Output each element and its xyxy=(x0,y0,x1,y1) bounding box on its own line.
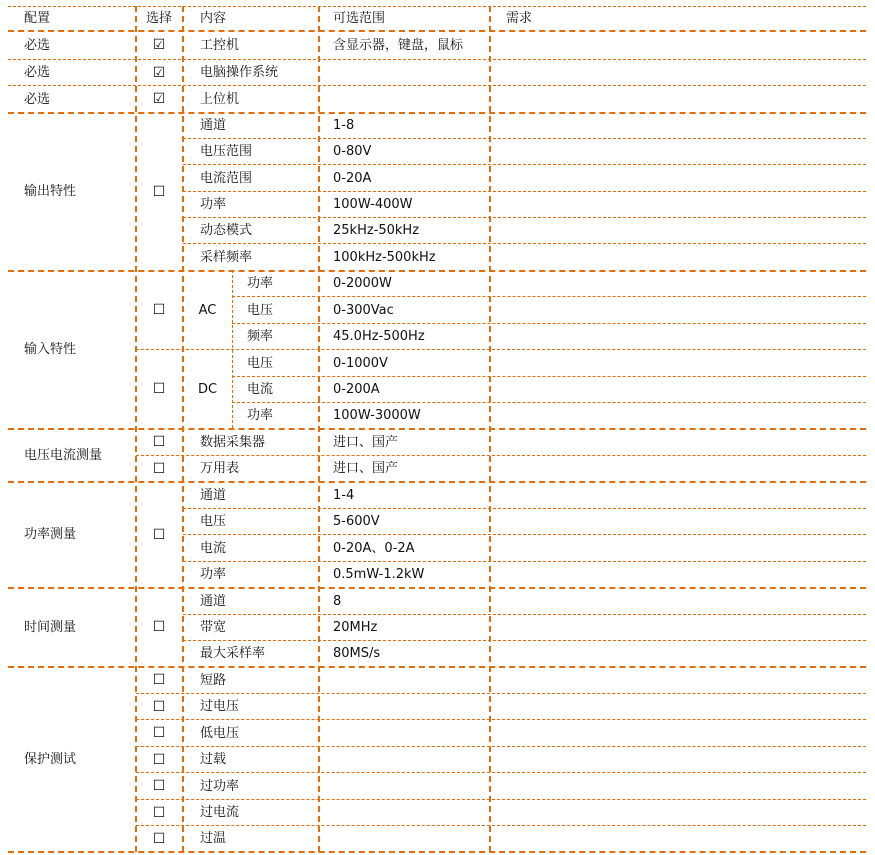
item-label: 过载 xyxy=(200,752,227,767)
unchecked-checkbox[interactable]: ☐ xyxy=(152,302,166,318)
item-label: 万用表 xyxy=(200,461,240,476)
dc-label: DC xyxy=(197,381,218,397)
item-label: 电流 xyxy=(247,382,274,397)
item-label: 电脑操作系统 xyxy=(200,65,279,80)
range-value: 0-20A xyxy=(333,170,372,186)
item-label: 电压 xyxy=(247,355,274,371)
item-label: 通道 xyxy=(200,593,227,609)
range-value: 25kHz-50kHz xyxy=(333,223,420,238)
range-value: 0.5mW-1.2kW xyxy=(333,567,425,582)
unchecked-checkbox[interactable]: ☐ xyxy=(152,751,166,768)
range-value: 0-2000W xyxy=(333,276,392,291)
time-measure-label: 时间测量 xyxy=(24,619,77,635)
ac-label: AC xyxy=(198,302,217,318)
item-label: 上位机 xyxy=(200,91,240,107)
range-value: 0-200A xyxy=(333,382,380,397)
item-label: 频率 xyxy=(247,329,274,344)
range-value: 含显示器，键盘，鼠标 xyxy=(333,37,464,53)
item-label: 功率 xyxy=(247,408,274,423)
range-value: 进口、国产 xyxy=(333,461,399,476)
range-value: 80MS/s xyxy=(333,646,381,661)
item-label: 功率 xyxy=(247,276,274,291)
power-measure-label: 功率测量 xyxy=(24,527,77,542)
vi-measure-label: 电压电流测量 xyxy=(24,447,103,463)
item-label: 电压 xyxy=(200,514,227,529)
range-value: 进口、国产 xyxy=(333,434,399,450)
item-label: 通道 xyxy=(200,487,227,503)
unchecked-checkbox[interactable]: ☐ xyxy=(152,830,166,847)
header-range: 可选范围 xyxy=(333,11,386,26)
range-value: 8 xyxy=(333,593,342,609)
range-value: 0-1000V xyxy=(333,355,388,371)
item-label: 数据采集器 xyxy=(200,434,266,450)
item-label: 功率 xyxy=(200,197,227,212)
range-value: 100kHz-500kHz xyxy=(333,249,436,265)
header-demand: 需求 xyxy=(506,11,533,26)
unchecked-checkbox[interactable]: ☐ xyxy=(152,778,166,794)
item-label: 电流范围 xyxy=(200,170,253,186)
unchecked-checkbox[interactable]: ☐ xyxy=(152,804,166,821)
item-label: 电压 xyxy=(247,302,274,318)
range-value: 5-600V xyxy=(333,514,380,529)
item-label: 最大采样率 xyxy=(200,646,266,661)
item-label: 电流 xyxy=(200,540,227,556)
item-label: 过电压 xyxy=(200,699,240,714)
item-label: 过温 xyxy=(200,831,227,846)
unchecked-checkbox[interactable]: ☐ xyxy=(152,183,166,200)
item-label: 动态模式 xyxy=(200,223,253,238)
item-label: 低电压 xyxy=(200,725,240,741)
unchecked-checkbox[interactable]: ☐ xyxy=(152,434,166,450)
checked-checkbox[interactable]: ☑ xyxy=(152,91,166,107)
unchecked-checkbox[interactable]: ☐ xyxy=(152,460,166,477)
header-content: 内容 xyxy=(200,11,227,26)
unchecked-checkbox[interactable]: ☐ xyxy=(152,672,166,688)
item-label: 过功率 xyxy=(200,778,240,794)
checked-checkbox[interactable]: ☑ xyxy=(152,37,166,53)
unchecked-checkbox[interactable]: ☐ xyxy=(152,619,166,635)
output-label: 输出特性 xyxy=(24,184,77,199)
range-value: 45.0Hz-500Hz xyxy=(333,329,425,344)
unchecked-checkbox[interactable]: ☐ xyxy=(152,381,166,397)
protection-label: 保护测试 xyxy=(24,751,77,767)
checked-checkbox[interactable]: ☑ xyxy=(152,64,166,81)
header-select: 选择 xyxy=(146,11,173,26)
input-label: 输入特性 xyxy=(24,342,77,357)
required-label: 必选 xyxy=(24,91,51,107)
item-label: 过电流 xyxy=(200,805,240,820)
required-label: 必选 xyxy=(24,37,51,53)
item-label: 短路 xyxy=(200,672,227,688)
item-label: 带宽 xyxy=(200,620,227,635)
required-label: 必选 xyxy=(24,65,51,80)
range-value: 1-4 xyxy=(333,487,355,503)
range-value: 20MHz xyxy=(333,620,378,635)
unchecked-checkbox[interactable]: ☐ xyxy=(152,526,166,543)
range-value: 0-80V xyxy=(333,144,372,159)
unchecked-checkbox[interactable]: ☐ xyxy=(152,698,166,715)
range-value: 0-300Vac xyxy=(333,302,394,318)
unchecked-checkbox[interactable]: ☐ xyxy=(152,725,166,741)
item-label: 采样频率 xyxy=(200,249,253,265)
item-label: 电压范围 xyxy=(200,144,253,159)
item-label: 工控机 xyxy=(200,37,240,53)
range-value: 1-8 xyxy=(333,118,355,133)
range-value: 100W-400W xyxy=(333,197,413,212)
item-label: 通道 xyxy=(200,118,227,133)
header-config: 配置 xyxy=(24,11,51,26)
item-label: 功率 xyxy=(200,567,227,582)
range-value: 100W-3000W xyxy=(333,408,421,423)
range-value: 0-20A、0-2A xyxy=(333,540,415,556)
